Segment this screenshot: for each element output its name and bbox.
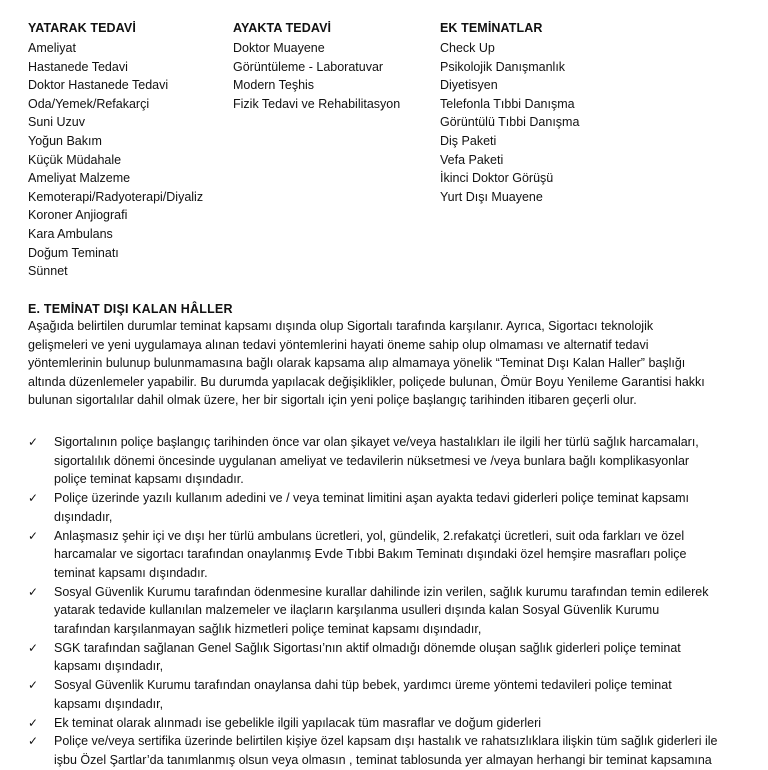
list-item xyxy=(28,639,758,676)
item-line: işbu Özel Şartlar’da tanımlanmış olsun veya olmasın , teminat tablosunda yer almayan herhangi bir teminat kapsamına xyxy=(54,752,712,767)
list-item xyxy=(28,676,758,713)
item-line: SGK tarafından sağlanan Genel Sağlık Sigortası’nın aktif olmadığı dönemde oluşan sağlık giderleri poliçe teminat xyxy=(54,640,681,655)
item-line: Sigortalının poliçe başlangıç tarihinden önce var olan şikayet ve/veya hastalıkları ile ilgili her türlü sağlık harcamaları, xyxy=(54,435,699,449)
list-item: Fizik Tedavi ve Rehabilitasyon xyxy=(233,96,401,111)
item-line: Anlaşmasız şehir içi ve dışı her türlü ambulans ücretleri, yol, gündelik, 2.refakatçi ücretleri, suit oda farkları ve özel xyxy=(54,528,685,543)
list-item: Yurt Dışı Muayene xyxy=(440,189,543,204)
outpatient-column xyxy=(233,20,433,113)
list-item: Oda/Yemek/Refakarçi xyxy=(28,96,150,111)
item-line: Ek teminat olarak alınmadı ise gebelikle ilgili yapılacak tüm masraflar ve doğum giderleri xyxy=(54,715,542,730)
intro-paragraph xyxy=(28,317,753,410)
item-line: Sosyal Güvenlik Kurumu tarafından onaylansa dahi tüp bebek, yardımcı üreme yöntemi tedavileri poliçe teminat xyxy=(54,678,672,693)
item-line: kapsamı dışındadır, xyxy=(54,696,164,711)
extra-coverage-column xyxy=(440,20,740,206)
list-item: Check Up xyxy=(440,41,495,55)
checkmark-icon: ✓ xyxy=(28,678,39,693)
list-item: İkinci Doktor Görüşü xyxy=(440,171,554,186)
exclusions-list xyxy=(28,433,758,770)
intro-line: altında düzenlemeler yapabilir. Bu durumda yapılacak değişiklikler, poliçede bulunan, Ömür Boyu Yenileme Garantisi hakkı xyxy=(28,374,705,389)
outpatient-list xyxy=(233,39,433,113)
list-item: Ameliyat xyxy=(28,41,76,55)
item-line: Poliçe üzerinde yazılı kullanım adedini ve / veya teminat limitini aşan ayakta tedavi giderleri poliçe teminat kapsamı xyxy=(54,491,690,506)
checkmark-icon: ✓ xyxy=(28,528,39,543)
item-line: kapsamı dışındadır, xyxy=(54,659,164,674)
list-item: Telefonla Tıbbi Danışma xyxy=(440,96,575,111)
item-line: dışındadır, xyxy=(54,509,113,524)
outpatient-heading: AYAKTA TEDAVİ xyxy=(233,21,332,35)
list-item xyxy=(28,527,758,583)
list-item: Diş Paketi xyxy=(440,133,497,148)
list-item: Modern Teşhis xyxy=(233,78,315,93)
list-item: Küçük Müdahale xyxy=(28,152,122,167)
list-item: Doktor Muayene xyxy=(233,41,325,55)
intro-line: Aşağıda belirtilen durumlar teminat kapsamı dışında olup Sigortalı tarafında karşılanır. Ayrıca, Sigortacı teknolojik xyxy=(28,319,654,333)
list-item: Görüntülü Tıbbi Danışma xyxy=(440,115,580,130)
list-item: Ameliyat Malzeme xyxy=(28,171,131,186)
inpatient-heading: YATARAK TEDAVİ xyxy=(28,21,136,35)
inpatient-column xyxy=(28,20,228,281)
list-item: Hastanede Tedavi xyxy=(28,59,128,74)
list-item: Vefa Paketi xyxy=(440,152,504,167)
item-line: sigortalılık dönemi öncesinde uygulanan ameliyat ve tedavilerin nüksetmesi ve /veya bunlara bağlı komplikasyonlar xyxy=(54,453,690,468)
list-item xyxy=(28,433,758,489)
list-item: Sünnet xyxy=(28,264,68,279)
item-line: poliçe teminat kapsamı dışındadır. xyxy=(54,472,244,487)
item-line: teminat kapsamı dışındadır. xyxy=(54,565,208,580)
list-item: Koroner Anjiografi xyxy=(28,208,128,223)
section-heading: E. TEMİNAT DIŞI KALAN HÂLLER xyxy=(28,302,233,316)
intro-line: gelişmeleri ve yeni uygulamaya alınan tedavi yöntemlerini hayati öneme sahip olup olmaması ve alternatif tedavi xyxy=(28,337,649,352)
intro-line: bulunan sigortalılar dahil olmak üzere, her bir sigortalı için yeni poliçe başlangıç tarihinden itibaren geçerli olur. xyxy=(28,393,637,408)
list-item xyxy=(28,583,758,639)
exclusions-section xyxy=(28,301,753,410)
checkmark-icon: ✓ xyxy=(28,491,39,506)
list-item: Psikolojik Danışmanlık xyxy=(440,59,566,74)
item-line: yatarak tedavide kullanılan malzemeler ve ilaçların karşılanma usulleri dışında kalan Sosyal Güvenlik Kurumu xyxy=(54,603,660,618)
list-item: Doktor Hastanede Tedavi xyxy=(28,78,169,93)
checkmark-icon: ✓ xyxy=(28,734,39,749)
checkmark-icon: ✓ xyxy=(28,640,39,655)
extra-coverage-heading: EK TEMİNATLAR xyxy=(440,21,543,35)
checkmark-icon: ✓ xyxy=(28,435,39,449)
list-item: Yoğun Bakım xyxy=(28,133,102,148)
list-item xyxy=(28,489,758,526)
list-item: Kemoterapi/Radyoterapi/Diyaliz xyxy=(28,189,204,204)
list-item: Görüntüleme - Laboratuvar xyxy=(233,59,384,74)
list-item xyxy=(28,714,758,733)
item-line: Poliçe ve/veya sertifika üzerinde belirtilen kişiye özel kapsam dışı hastalık ve rahatsızlıklara ilişkin tüm sağlık giderleri ile xyxy=(54,734,718,749)
inpatient-list xyxy=(28,39,228,281)
list-item: Suni Uzuv xyxy=(28,115,85,130)
item-line: tarafından karşılanmayan sağlık hizmetleri poliçe teminat kapsamı dışındadır, xyxy=(54,622,482,637)
list-item: Kara Ambulans xyxy=(28,226,113,241)
intro-line: yöntemlerinin bulunup bulunmamasına bağlı olarak kapsama alıp almamaya yönelik “Teminat Dışı Kalan Haller” başlığı xyxy=(28,356,686,371)
item-line: Sosyal Güvenlik Kurumu tarafından ödenmesine kurallar dahilinde izin verilen, sağlık kurumu tarafından temin edilerek xyxy=(54,584,709,599)
list-item xyxy=(28,732,758,769)
list-item: Diyetisyen xyxy=(440,78,498,93)
extra-coverage-list xyxy=(440,39,740,206)
list-item: Doğum Teminatı xyxy=(28,245,119,260)
checkmark-icon: ✓ xyxy=(28,584,39,599)
checkmark-icon: ✓ xyxy=(28,715,39,730)
item-line: harcamalar ve sigortacı tarafından onaylanmış Evde Tıbbi Bakım Teminatı dışındaki özel hemşire masrafları poliçe xyxy=(54,547,687,562)
